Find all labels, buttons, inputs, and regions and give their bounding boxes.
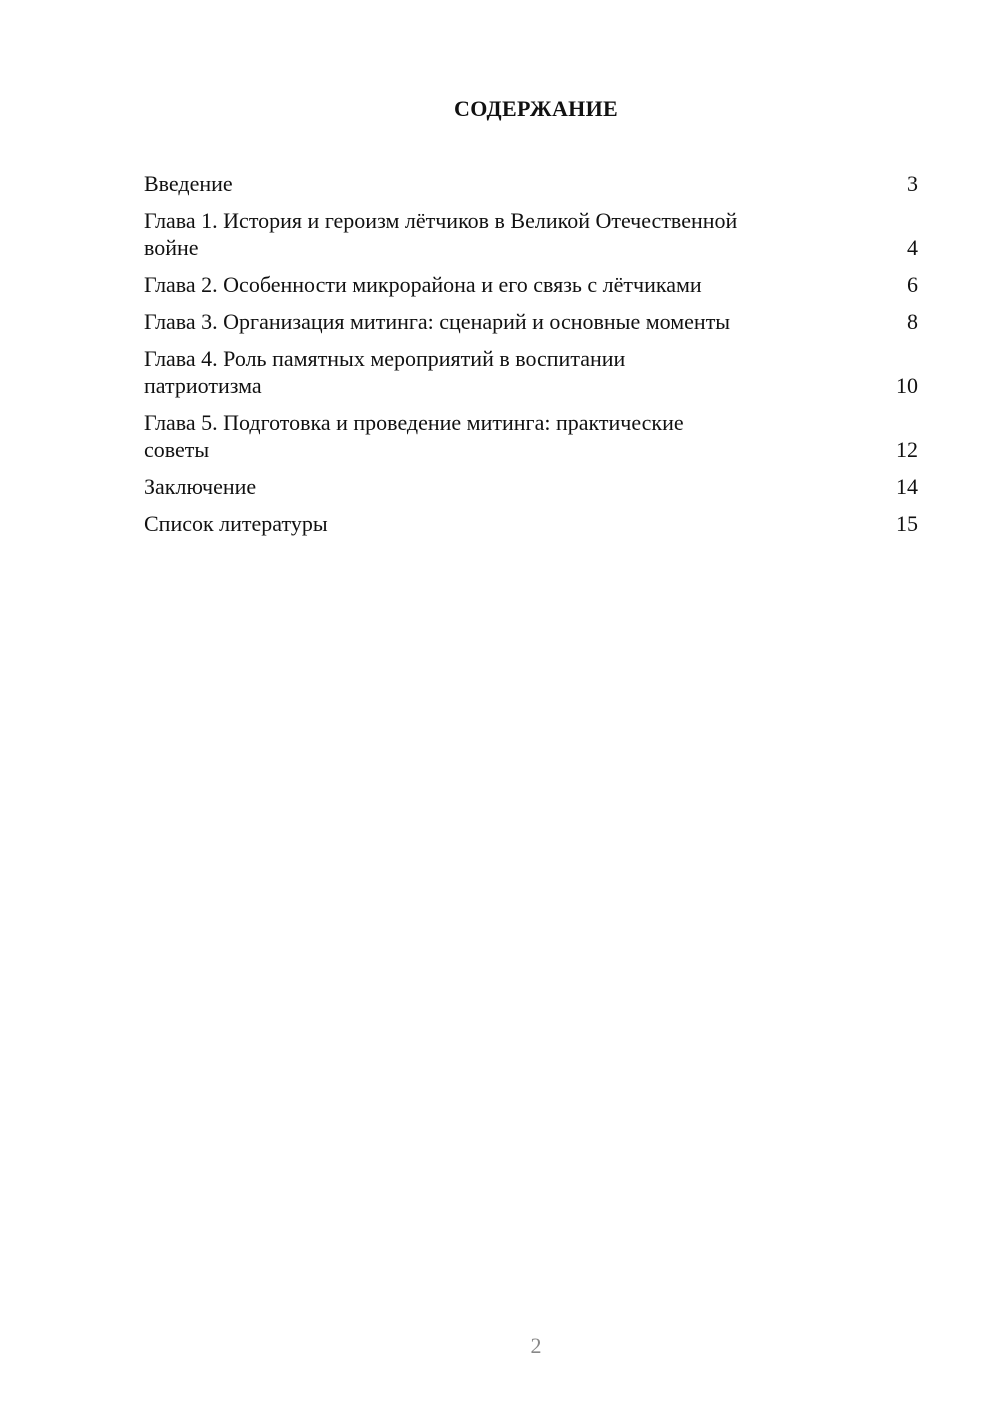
toc-entry-page: 4 xyxy=(907,235,918,260)
toc-entry-chapter-3 xyxy=(144,308,918,335)
toc-entry-chapter-4 xyxy=(144,345,918,399)
page-number: 2 xyxy=(530,1333,542,1358)
toc-entry-page: 8 xyxy=(907,309,918,334)
toc-entry-conclusion xyxy=(144,473,918,500)
toc-entry-text: Введение xyxy=(144,171,233,196)
toc-entry-text: Заключение xyxy=(144,474,257,499)
toc-entry-page: 3 xyxy=(907,171,918,196)
toc-entry-introduction xyxy=(144,170,918,197)
toc-entry-text: Список литературы xyxy=(144,511,328,536)
toc-entry-page: 14 xyxy=(896,474,918,499)
toc-entry-chapter-1 xyxy=(144,207,918,261)
toc-entry-text: Глава 2. Особенности микрорайона и его связь с лётчиками xyxy=(144,272,702,297)
toc-entry-text: Глава 4. Роль памятных мероприятий в воспитании патриотизма xyxy=(144,346,626,398)
toc-entry-text: Глава 1. История и героизм лётчиков в Великой Отечественной войне xyxy=(144,208,738,260)
toc-entry-bibliography xyxy=(144,510,918,537)
toc-entry-chapter-2 xyxy=(144,271,918,298)
toc-entry-page: 15 xyxy=(896,511,918,536)
toc-entry-text: Глава 5. Подготовка и проведение митинга: практические советы xyxy=(144,410,684,462)
toc-entry-chapter-5 xyxy=(144,409,918,463)
toc-entry-text: Глава 3. Организация митинга: сценарий и основные моменты xyxy=(144,309,731,334)
toc-list xyxy=(144,170,918,547)
toc-entry-page: 12 xyxy=(896,437,918,462)
toc-title: СОДЕРЖАНИЕ xyxy=(454,96,618,121)
toc-entry-page: 6 xyxy=(907,272,918,297)
toc-entry-page: 10 xyxy=(896,373,918,398)
